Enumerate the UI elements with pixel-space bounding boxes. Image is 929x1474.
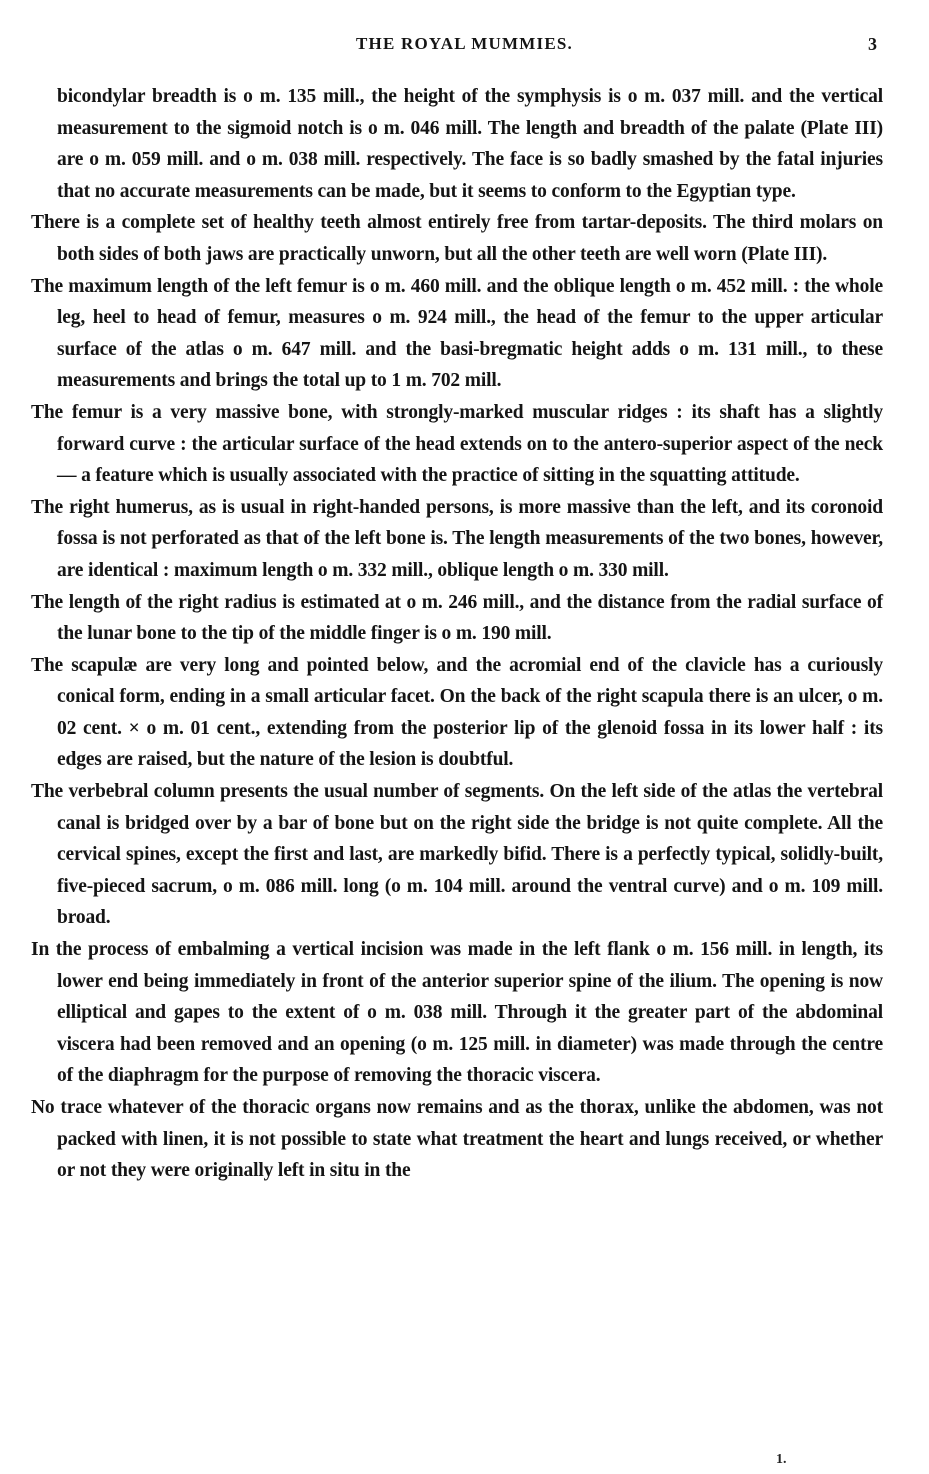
paragraph-humerus: The right humerus, as is usual in right-handed persons, is more massive than the left, and its coronoid fossa is not perforated as that of the left bone is. The length measurements of the two bones, however, are identical : maximum length o m. 332 mill., oblique length o m. 330 mill. [31, 496, 883, 581]
signature-mark: 1. [776, 1452, 787, 1467]
page-number: 3 [868, 34, 877, 54]
paragraph-femur-length: The maximum length of the left femur is o m. 460 mill. and the oblique length o m. 452 mill. : the whole leg, heel to head of femur, measures o m. 924 mill., the head of the femur to the upper articular surface of the atlas o m. 647 mill. and the basi-bregmatic height adds o m. 131 mill., to these measurements and brings the total up to 1 m. 702 mill. [31, 275, 883, 392]
paragraph-radius: The length of the right radius is estimated at o m. 246 mill., and the distance from the radial surface of the lunar bone to the tip of the middle finger is o m. 190 mill. [31, 591, 883, 645]
paragraph-vertebral-column: The verbebral column presents the usual number of segments. On the left side of the atlas the vertebral canal is bridged over by a bar of bone but on the right side the bridge is not quite complete. All the cervical spines, except the first and last, are markedly bifid. There is a perfectly typical, solidly-built, five-pieced sacrum, o m. 086 mill. long (o m. 104 mill. around the ventral curve) and o m. 109 mill. broad. [31, 781, 883, 929]
running-head [0, 34, 929, 58]
paragraph-thoracic-organs: No trace whatever of the thoracic organs now remains and as the thorax, unlike the abdomen, was not packed with linen, it is not possible to state what treatment the heart and lungs received, or whether or not they were originally left in situ in the [31, 1097, 883, 1182]
body-text [31, 81, 883, 1187]
paragraph-teeth: There is a complete set of healthy teeth almost entirely free from tartar-deposits. The third molars on both sides of both jaws are practically unworn, but all the other teeth are well worn (Plate III). [31, 212, 883, 265]
paragraph-femur-shape: The femur is a very massive bone, with strongly-marked muscular ridges : its shaft has a slightly forward curve : the articular surface of the head extends on to the antero-superior aspect of the neck — a feature which is usually associated with the practice of sitting in the squatting attitude. [31, 401, 883, 487]
running-title: THE ROYAL MUMMIES. [356, 34, 573, 53]
paragraph-embalming: In the process of embalming a vertical incision was made in the left flank o m. 156 mill. in length, its lower end being immediately in front of the anterior superior spine of the ilium. The opening is now elliptical and gapes to the extent of o m. 038 mill. Through it the greater part of the abdominal viscera had been removed and an opening (o m. 125 mill. in diameter) was made through the centre of the diaphragm for the purpose of removing the thoracic viscera. [31, 939, 883, 1087]
paragraph-scapulae: The scapulæ are very long and pointed below, and the acromial end of the clavicle has a curiously conical form, ending in a small articular facet. On the back of the right scapula there is an ulcer, o m. 02 cent. × o m. 01 cent., extending from the posterior lip of the glenoid fossa in its lower half : its edges are raised, but the nature of the lesion is doubtful. [31, 654, 883, 771]
paragraph-skull-measurements: bicondylar breadth is o m. 135 mill., the height of the symphysis is o m. 037 mill. and the vertical measurement to the sigmoid notch is o m. 046 mill. The length and breadth of the palate (Plate III) are o m. 059 mill. and o m. 038 mill. respectively. The face is so badly smashed by the fatal injuries that no accurate measurements can be made, but it seems to conform to the Egyptian type. [57, 86, 883, 202]
